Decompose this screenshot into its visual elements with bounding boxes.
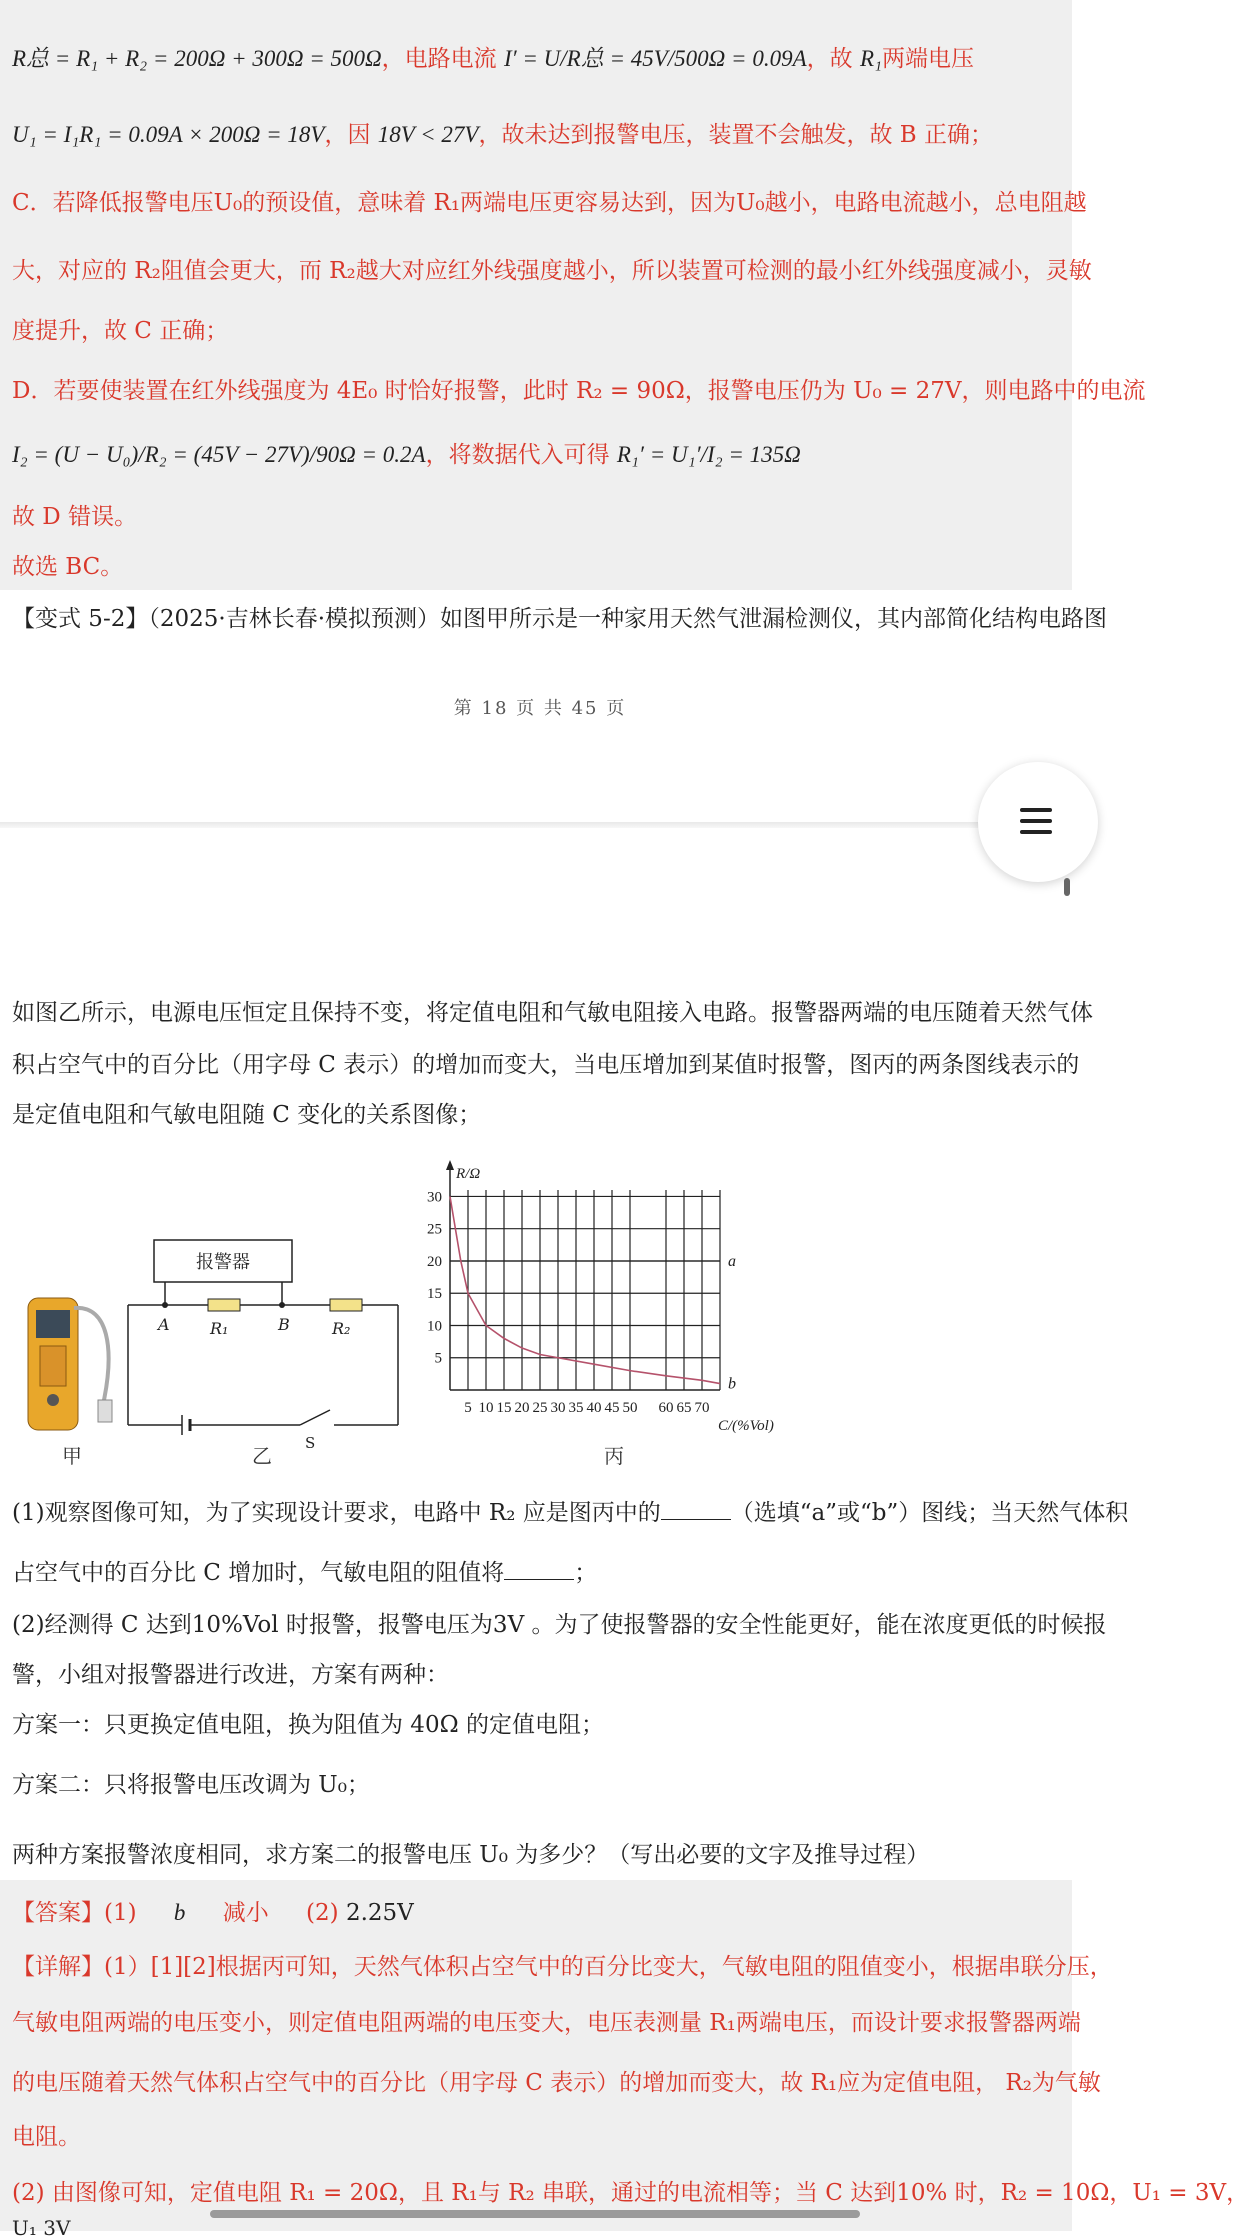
- solution-line-5: 度提升，故 C 正确；: [12, 318, 229, 344]
- series-label-a: a: [728, 1252, 736, 1270]
- detail-line-1: 【详解】(1）[1][2]根据丙可知，天然气体积占空气中的百分比变大，气敏电阻的阻值变小，根据串联分压，: [12, 1954, 1113, 1980]
- series-line-b: [450, 1196, 720, 1383]
- x-tick-label: 45: [604, 1400, 620, 1416]
- solution-line-3: C．若降低报警电压U₀的预设值，意味着 R₁两端电压更容易达到，因为U₀越小，电路电流越小，总电阻越: [12, 190, 1087, 216]
- figure-label-jia: 甲: [62, 1444, 82, 1468]
- solution-line-2: U₁ = I₁R₁ = 0.09A × 200Ω = 18V，因 18V < 27V，故未达到报警电压，装置不会触发，故 B 正确；: [12, 122, 994, 148]
- menu-button[interactable]: [978, 762, 1098, 882]
- x-tick-label: 65: [676, 1400, 692, 1416]
- figure-jia-detector: [14, 1290, 124, 1440]
- solution-line-8: 故 D 错误。: [12, 504, 138, 530]
- x-tick-label: 5: [464, 1400, 472, 1416]
- answer-blank-1[interactable]: [661, 1501, 731, 1520]
- x-tick-label: 10: [478, 1400, 494, 1416]
- switch-label: S: [305, 1434, 316, 1452]
- question-2-line-2: 警，小组对报警器进行改进，方案有两种：: [12, 1662, 449, 1688]
- y-tick-label: 5: [434, 1350, 442, 1367]
- horizontal-scrollbar[interactable]: [210, 2210, 860, 2218]
- alarm-label: 报警器: [196, 1252, 250, 1273]
- x-tick-label: 30: [550, 1400, 566, 1416]
- page-footer: 第 18 页 共 45 页: [453, 698, 627, 719]
- x-tick-label: 15: [496, 1400, 512, 1416]
- y-tick-label: 15: [427, 1286, 442, 1303]
- question-1-line-2: 占空气中的百分比 C 增加时，气敏电阻的阻值将 ；: [12, 1560, 598, 1586]
- node-b-label: B: [278, 1315, 290, 1334]
- question-2-line-1: (2)经测得 C 达到10%Vol 时报警，报警电压为3V 。为了使报警器的安全性能更好，能在浓度更低的时候报: [12, 1612, 1107, 1638]
- x-tick-label: 20: [514, 1400, 530, 1416]
- solution-line-1: R总 = R₁ + R₂ = 200Ω + 300Ω = 500Ω，电路电流 I′ = U/R总 = 45V/500Ω = 0.09A，故 R₁两端电压: [12, 46, 974, 72]
- figure-yi-circuit: [120, 1230, 410, 1452]
- math-voltage-u1: U₁ = I₁R₁ = 0.09A × 200Ω = 18V: [12, 122, 325, 147]
- plan-2: 方案二：只将报警电压改调为 U₀；: [12, 1772, 370, 1798]
- x-tick-label: 40: [586, 1400, 602, 1416]
- solution-line-6: D．若要使装置在红外线强度为 4E₀ 时恰好报警，此时 R₂ = 90Ω，报警电压仍为 U₀ = 27V，则电路中的电流: [12, 378, 1146, 404]
- hamburger-icon: [1020, 808, 1052, 834]
- detail-line-6: U₁ 3V: [12, 2216, 71, 2240]
- r1-label: R₁: [210, 1319, 229, 1338]
- figure-label-bing: 丙: [604, 1444, 624, 1468]
- answer-blank-2[interactable]: [504, 1561, 574, 1580]
- series-label-b: b: [728, 1375, 736, 1393]
- math-current: I′ = U/R总 = 45V/500Ω = 0.09A: [503, 46, 807, 71]
- detail-line-4: 电阻。: [12, 2124, 81, 2150]
- answer-value-2: 减小: [222, 1900, 269, 1926]
- detail-line-3: 的电压随着天然气体积占空气中的百分比（用字母 C 表示）的增加而变大，故 R₁应为定值电阻， R₂为气敏: [12, 2070, 1101, 2096]
- solution-block-top: [0, 0, 1072, 590]
- x-tick-label: 35: [568, 1400, 584, 1416]
- question-ask: 两种方案报警浓度相同，求方案二的报警电压 U₀ 为多少？（写出必要的文字及推导过程）: [12, 1842, 930, 1868]
- solution-line-4: 大，对应的 R₂阻值会更大，而 R₂越大对应红外线强度越小，所以装置可检测的最小红外线强度减小，灵敏: [12, 258, 1092, 284]
- answer-value-1: b: [173, 1900, 186, 1925]
- x-axis-label: C/(%Vol): [718, 1418, 774, 1434]
- problem-line-1: 如图乙所示，电源电压恒定且保持不变，将定值电阻和气敏电阻接入电路。报警器两端的电压随着天然气体: [12, 1000, 1093, 1026]
- y-tick-label: 30: [427, 1189, 442, 1206]
- question-1-line-1: (1)观察图像可知，为了实现设计要求，电路中 R₂ 应是图丙中的 （选填“a”或“b”）图线；当天然气体积: [12, 1500, 1129, 1526]
- resistor-r1: [208, 1299, 240, 1311]
- scrollbar-thumb[interactable]: [1064, 878, 1070, 896]
- plan-1: 方案一：只更换定值电阻，换为阻值为 40Ω 的定值电阻；: [12, 1712, 604, 1738]
- detail-line-2: 气敏电阻两端的电压变小，则定值电阻两端的电压变大，电压表测量 R₁两端电压，而设计要求报警器两端: [12, 2010, 1081, 2036]
- y-axis-arrow: [446, 1160, 454, 1170]
- solution-line-7: I₂ = (U − U₀)/R₂ = (45V − 27V)/90Ω = 0.2A，将数据代入可得 R₁′ = U₁′/I₂ = 135Ω: [12, 442, 801, 468]
- answer-value-3: 2.25V: [345, 1900, 414, 1926]
- variant-title: 【变式 5-2】（2025·吉林长春·模拟预测）如图甲所示是一种家用天然气泄漏检测仪，其内部简化结构电路图: [12, 606, 1108, 632]
- math-total-resistance: R总 = R₁ + R₂ = 200Ω + 300Ω = 500Ω: [12, 46, 382, 71]
- figure-bing-chart: [400, 1150, 820, 1450]
- math-current-i2: I₂ = (U − U₀)/R₂ = (45V − 27V)/90Ω = 0.2A: [12, 442, 426, 467]
- r2-label: R₂: [332, 1319, 351, 1338]
- resistor-r2: [330, 1299, 362, 1311]
- x-tick-label: 70: [694, 1400, 710, 1416]
- y-tick-label: 20: [427, 1253, 442, 1270]
- problem-line-3: 是定值电阻和气敏电阻随 C 变化的关系图像；: [12, 1102, 482, 1128]
- answer-line: 【答案】(1) b 减小 (2) 2.25V: [12, 1894, 414, 1927]
- page-separator: [0, 822, 1080, 828]
- x-tick-label: 50: [622, 1400, 638, 1416]
- figure-label-yi: 乙: [252, 1444, 272, 1468]
- y-axis-label: R/Ω: [456, 1166, 481, 1182]
- node-a-label: A: [158, 1315, 170, 1334]
- y-tick-label: 25: [427, 1221, 442, 1238]
- y-tick-label: 10: [427, 1318, 442, 1335]
- detail-line-5: (2) 由图像可知，定值电阻 R₁ = 20Ω，且 R₁与 R₂ 串联，通过的电流相等；当 C 达到10% 时，R₂ = 10Ω，U₁ = 3V，: [12, 2180, 1249, 2206]
- problem-line-2: 积占空气中的百分比（用字母 C 表示）的增加而变大，当电压增加到某值时报警，图丙的两条图线表示的: [12, 1052, 1080, 1078]
- x-tick-label: 60: [658, 1400, 674, 1416]
- x-tick-label: 25: [532, 1400, 548, 1416]
- solution-line-9: 故选 BC。: [12, 554, 124, 580]
